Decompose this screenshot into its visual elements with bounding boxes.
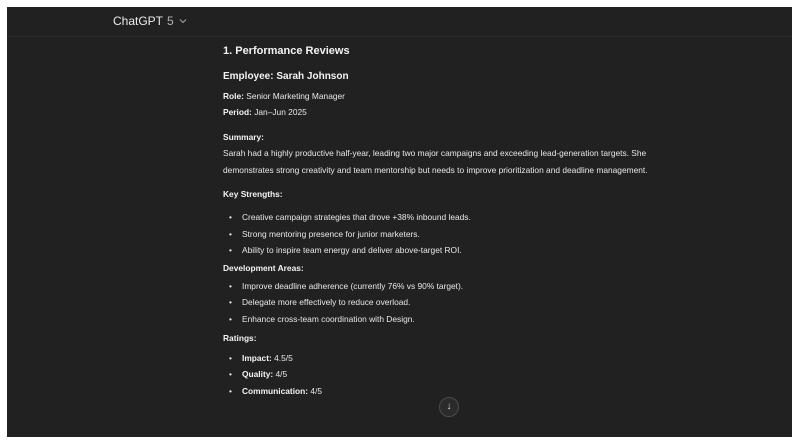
period-line: [223, 104, 693, 120]
model-picker[interactable]: [113, 14, 187, 28]
list-item: • Enhance cross-team coordination with Design.: [229, 313, 415, 324]
chat-window: [7, 7, 792, 437]
development-list: [223, 278, 693, 327]
ratings-list: [223, 350, 693, 399]
chevron-down-icon: [179, 16, 187, 26]
period-value: Jan–Jun 2025: [254, 107, 307, 118]
period-label: Period:: [223, 107, 252, 118]
role-value: Senior Marketing Manager: [246, 91, 345, 101]
summary-text: Sarah had a highly productive half-year, leading two major campaigns and exceeding lead-generation targets. She demonstrates strong creativity and team mentorship but needs to improve prioritization and deadline management.: [223, 148, 648, 175]
model-name: ChatGPT: [113, 14, 164, 28]
ratings-label: Ratings:: [223, 333, 257, 344]
section-heading: 1. Performance Reviews: [223, 45, 350, 57]
strengths-label: Key Strengths:: [223, 189, 283, 200]
rating-item: • Communication: 4/5: [229, 385, 323, 396]
strengths-list: [223, 209, 693, 258]
rating-item: • Quality: 4/5: [229, 369, 288, 380]
scroll-to-bottom-button[interactable]: [439, 397, 459, 417]
summary-label: Summary:: [223, 131, 264, 142]
employee-heading: Employee: Sarah Johnson: [223, 71, 349, 82]
assistant-message: [223, 37, 693, 399]
list-item: • Improve deadline adherence (currently 76% vs 90% target).: [229, 281, 464, 292]
top-bar: [7, 7, 792, 37]
model-version: 5: [167, 14, 174, 28]
list-item: • Delegate more effectively to reduce overload.: [229, 297, 411, 308]
role-line: [223, 88, 693, 104]
list-item: • Creative campaign strategies that drove +38% inbound leads.: [229, 212, 471, 223]
role-label: Role:: [223, 91, 244, 101]
list-item: • Ability to inspire team energy and deliver above-target ROI.: [229, 245, 462, 256]
rating-item: • Impact: 4.5/5: [229, 352, 293, 363]
arrow-down-icon: ↓: [446, 401, 452, 412]
development-label: Development Areas:: [223, 262, 304, 273]
list-item: • Strong mentoring presence for junior marketers.: [229, 228, 420, 239]
